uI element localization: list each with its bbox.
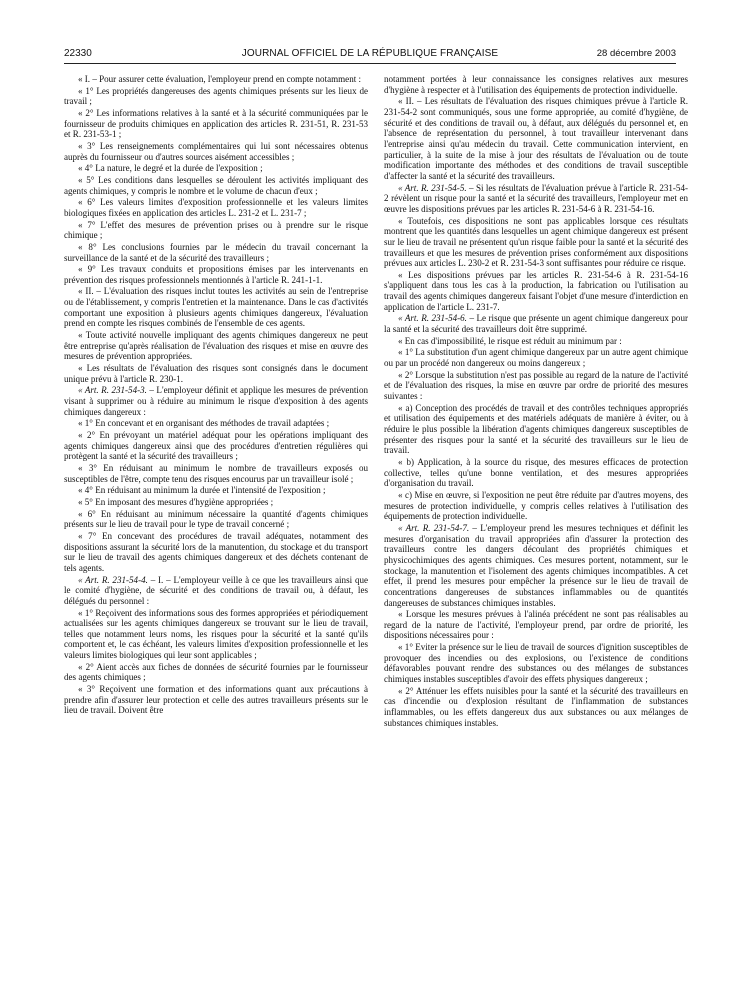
- paragraph-text: « 4° En réduisant au minimum la durée et l'intensité de l'exposition ;: [78, 485, 326, 496]
- paragraph-text: « I. – Pour assurer cette évaluation, l'employeur prend en compte notamment :: [78, 74, 362, 84]
- left-column: [64, 74, 368, 970]
- paragraph: [64, 463, 368, 484]
- paragraph: [64, 242, 368, 263]
- paragraph: [384, 270, 688, 313]
- paragraph-text: – I. – L'employeur veille à ce que les travailleurs ainsi que le comité d'hygiène, de sécurité et des conditions de travail ou, à défaut, les délégués du personnel :: [64, 574, 368, 606]
- paragraph-text: « 3° En réduisant au minimum le nombre de travailleurs exposés ou susceptibles de l'être, compte tenu des risques encourus par un travailleur isolé ;: [64, 462, 368, 484]
- article-reference: « Art. R. 231-54-3.: [78, 385, 147, 396]
- publication-date: 28 décembre 2003: [596, 48, 676, 59]
- paragraph-text: « 3° Les renseignements complémentaires qui lui sont nécessaires obtenus auprès du fournisseur ou d'autres sources aisément accessibles ;: [64, 140, 368, 162]
- paragraph-text: « Toute activité nouvelle impliquant des agents chimiques dangereux ne peut être entreprise qu'après réalisation de l'évaluation des risques et mise en œuvre des mesures de prévention appropriées.: [64, 330, 368, 362]
- paragraph: [64, 220, 368, 241]
- paragraph: [384, 403, 688, 456]
- paragraph: [64, 286, 368, 329]
- paragraph-text: – L'employeur définit et applique les mesures de prévention visant à supprimer ou à réduire au minimum le risque d'exposition à des agents chimiques dangereux :: [64, 385, 368, 417]
- paragraph-text: « 8° Les conclusions fournies par le médecin du travail concernant la surveillance de la santé et de la sécurité des travailleurs ;: [64, 241, 368, 263]
- paragraph: [384, 183, 688, 215]
- article-reference: « Art. R. 231-54-4.: [78, 574, 148, 585]
- page-header: [64, 48, 676, 62]
- paragraph-text: « 2° En prévoyant un matériel adéquat pour les opérations impliquant des agents chimiques dangereux ainsi que des procédures d'entretien régulières qui protègent la santé et la sécurité des travailleurs ;: [64, 430, 368, 462]
- paragraph: [64, 74, 368, 85]
- paragraph-text: « Les dispositions prévues par les articles R. 231-54-6 à R. 231-54-16 s'appliquent dans tous les cas à la production, la fabrication ou l'utilisation au travail des agents chimiques dangereux faisant l'objet d'une mesure d'interdiction en application de l'article L. 231-7.: [384, 269, 688, 312]
- paragraph: [64, 418, 368, 429]
- paragraph: [64, 662, 368, 683]
- paragraph: [384, 336, 688, 347]
- paragraph: [64, 497, 368, 508]
- paragraph-text: « 6° Les valeurs limites d'exposition professionnelle et les valeurs limites biologiques fixées en application des articles L. 231-2 et L. 231-7 ;: [64, 197, 368, 218]
- right-column: [384, 74, 688, 970]
- paragraph: [64, 163, 368, 174]
- paragraph: [384, 686, 688, 729]
- paragraph: [64, 363, 368, 384]
- article-reference: « Art. R. 231-54-5.: [398, 182, 467, 193]
- paragraph-text: « En cas d'impossibilité, le risque est réduit au minimum par :: [398, 335, 622, 346]
- paragraph-text: « 9° Les travaux conduits et propositions émises par les intervenants en prévention des risques professionnels mentionnés à l'article R. 241-1-1.: [64, 264, 368, 285]
- paragraph: [64, 141, 368, 162]
- paragraph: [384, 642, 688, 685]
- paragraph-text: « Les résultats de l'évaluation des risques sont consignés dans le document unique prévu à l'article R. 230-1.: [64, 363, 368, 384]
- paragraph: [64, 385, 368, 417]
- paragraph-text: « 2° Aient accès aux fiches de données de sécurité fournies par le fournisseur des agents chimiques ;: [64, 661, 368, 683]
- paragraph-text: « 4° La nature, le degré et la durée de l'exposition ;: [78, 163, 263, 174]
- paragraph-text: « 7° En concevant des procédures de travail adéquates, notamment des dispositions assurant la sécurité lors de la manutention, du stockage et du transport sur le lieu de travail des agents chimiques dangereux et des déchets contenant de tels agents.: [64, 530, 368, 573]
- paragraph: [384, 313, 688, 334]
- paragraph-text: « c) Mise en œuvre, si l'exposition ne peut être réduite par d'autres moyens, des mesures de protection individuelle, y compris celles relatives à l'utilisation des équipements de protection individuelle.: [384, 489, 688, 522]
- paragraph-text: « 6° En réduisant au minimum nécessaire la quantité d'agents chimiques présents sur le lieu de travail pour le type de travail concerné ;: [64, 508, 368, 530]
- paragraph: [64, 531, 368, 574]
- paragraph: [384, 216, 688, 269]
- paragraph-text: « 1° En concevant et en organisant des méthodes de travail adaptées ;: [78, 418, 330, 429]
- paragraph-text: « II. – L'évaluation des risques inclut toutes les activités au sein de l'entreprise ou de l'établissement, y compris l'entretien et la maintenance. Dans le cas d'activités comportant une exposition à plusieurs agents chimiques dangereux, l'évaluation prend en compte les risques combinés de l'ensemble de ces agents.: [64, 286, 368, 329]
- paragraph: [384, 347, 688, 368]
- paragraph-text: – Le risque que présente un agent chimique dangereux pour la santé et la sécurité des travailleurs doit être supprimé.: [384, 313, 688, 335]
- paragraph-text: « b) Application, à la source du risque, des mesures efficaces de protection collective, telles qu'une bonne ventilation, et des mesures appropriées d'organisation du travail.: [384, 456, 688, 489]
- header-rule: [64, 63, 676, 64]
- paragraph: [384, 523, 688, 608]
- article-reference: « Art. R. 231-54-7.: [398, 522, 470, 533]
- paragraph: [384, 370, 688, 402]
- paragraph: [64, 430, 368, 462]
- paragraph-text: « II. – Les résultats de l'évaluation des risques chimiques prévue à l'article R. 231-54-2 sont communiqués, sous une forme appropriée, au comité d'hygiène, de sécurité et des conditions de travail ou, à défaut, aux délégués du personnel et, en l'absence de représentation du personnel, à tout travailleur intervenant dans l'entreprise ainsi qu'au médecin du travail. Cette communication intervient, en particulier, à la suite de la mise à jour des résultats de l'évaluation ou de toute modification importante des méthodes et des conditions de travail susceptible d'affecter la santé et la sécurité des travailleurs.: [384, 96, 688, 181]
- paragraph: [64, 485, 368, 496]
- paragraph-text: – Si les résultats de l'évaluation prévue à l'article R. 231-54-2 révèlent un risque pour la santé et la sécurité des travailleurs, l'employeur met en œuvre les dispositions prévues par les articles R. 231-54-6 à R. 231-54-16.: [384, 182, 688, 214]
- paragraph-text: – L'employeur prend les mesures techniques et définit les mesures d'organisation du travail appropriées afin d'assurer la protection des travailleurs contre les dangers découlant des propriétés chimiques et physicochimiques des agents chimiques. Ces mesures portent, notamment, sur le stockage, la manutention et l'isolement des agents chimiques incompatibles. A cet effet, il prend les mesures pour empêcher la présence sur le lieu de travail de concentrations dangereuses de substances inflammables ou de quantités dangereuses de substances chimiques instables.: [384, 522, 688, 608]
- paragraph: [64, 108, 368, 140]
- paragraph: [64, 86, 368, 107]
- paragraph-text: « 1° Reçoivent des informations sous des formes appropriées et périodiquement actualisées sur les agents chimiques dangereux se trouvant sur le lieu de travail, telles que notamment leurs noms, les risques pour la sécurité et la santé qu'ils comportent et, le cas échéant, les valeurs limites d'exposition professionnelle et les valeurs limites biologiques qui leur sont applicables ;: [64, 607, 368, 661]
- paragraph: [384, 609, 688, 641]
- paragraph: [64, 175, 368, 196]
- journal-title: JOURNAL OFFICIEL DE LA RÉPUBLIQUE FRANÇAISE: [241, 48, 499, 59]
- paragraph-text: « 2° Les informations relatives à la santé et à la sécurité communiquées par le fournisseur de produits chimiques en application des articles R. 231-51, R. 231-53 et R. 231-53-1 ;: [64, 107, 368, 140]
- paragraph-text: « 1° La substitution d'un agent chimique dangereux par un autre agent chimique ou par un procédé non dangereux ou moins dangereux ;: [384, 347, 688, 369]
- paragraph-text: notamment portées à leur connaissance les consignes relatives aux mesures d'hygiène à respecter et à l'utilisation des équipements de protection individuelle.: [384, 74, 688, 95]
- paragraph: [64, 197, 368, 218]
- paragraph: [64, 264, 368, 285]
- paragraph-text: « Lorsque les mesures prévues à l'alinéa précédent ne sont pas réalisables au regard de la nature de l'activité, l'employeur prend, par ordre de priorité, les dispositions nécessaires pour :: [384, 609, 688, 641]
- paragraph-text: « 5° Les conditions dans lesquelles se déroulent les activités impliquant des agents chimiques, y compris le nombre et le volume de chacun d'eux ;: [64, 174, 368, 196]
- paragraph-text: « a) Conception des procédés de travail et des contrôles techniques appropriés et utilisation des équipements et des matériels adéquats de manière à éviter, ou à réduire le plus possible la libération d'agents chimiques dangereux susceptibles de présenter des risques pour la santé et la sécurité des travailleurs sur le lieu de travail.: [384, 402, 688, 456]
- paragraph-text: « 1° Eviter la présence sur le lieu de travail de sources d'ignition susceptibles de provoquer des incendies ou des explosions, ou l'existence de conditions défavorables pouvant rendre des substances ou des mélanges de substances chimiques instables susceptibles d'avoir des effets physiques dangereux ;: [384, 642, 688, 685]
- paragraph: [64, 608, 368, 661]
- paragraph-text: « Toutefois, ces dispositions ne sont pas applicables lorsque ces résultats montrent que les quantités dans lesquelles un agent chimique dangereux est présent sur le lieu de travail ne présentent qu'un risque faible pour la santé et la sécurité des travailleurs et que les mesures de prévention prises conformément aux dispositions prévues aux articles L. 230-2 et R. 231-54-3 sont suffisantes pour réduire ce risque.: [384, 215, 688, 269]
- paragraph: [64, 330, 368, 362]
- paragraph-text: « 2° Atténuer les effets nuisibles pour la santé et la sécurité des travailleurs en cas d'incendie ou d'explosion résultant de l'inflammation de substances inflammables, ou les effets dangereux dus aux substances ou aux mélanges de substances chimiques instables.: [384, 685, 688, 728]
- paragraph: [64, 684, 368, 716]
- paragraph-text: « 5° En imposant des mesures d'hygiène appropriées ;: [78, 496, 274, 507]
- paragraph: [64, 509, 368, 530]
- paragraph-text: « 3° Reçoivent une formation et des informations quant aux précautions à prendre afin d'assurer leur protection et celle des autres travailleurs présents sur le lieu de travail. Doivent être: [64, 684, 368, 716]
- paragraph: [384, 74, 688, 95]
- paragraph: [384, 96, 688, 181]
- paragraph: [64, 575, 368, 607]
- page-number: 22330: [64, 48, 92, 59]
- paragraph-text: « 2° Lorsque la substitution n'est pas possible au regard de la nature de l'activité et de l'évaluation des risques, la mise en œuvre par ordre de priorité des mesures suivantes :: [384, 369, 688, 402]
- paragraph: [384, 490, 688, 522]
- paragraph-text: « 1° Les propriétés dangereuses des agents chimiques présents sur les lieux de travail ;: [64, 85, 368, 107]
- article-reference: « Art. R. 231-54-6.: [398, 313, 467, 324]
- paragraph-text: « 7° L'effet des mesures de prévention prises ou à prendre sur le risque chimique ;: [64, 219, 368, 241]
- paragraph: [384, 457, 688, 489]
